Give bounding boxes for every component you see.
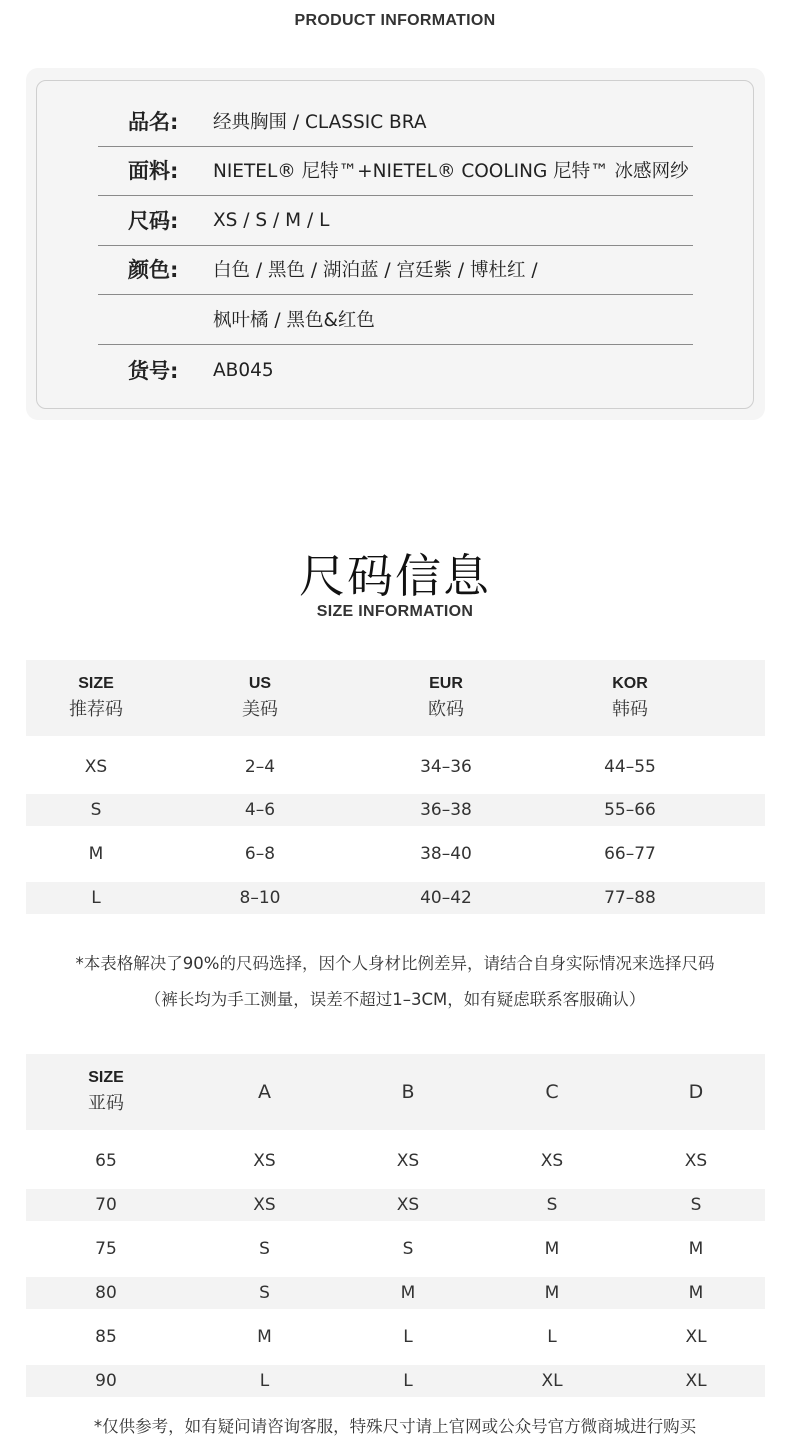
table-cell: XL: [685, 1327, 707, 1347]
table-cell: L: [403, 1327, 413, 1347]
header-zh: 亚码: [88, 1093, 124, 1114]
info-label: 颜色:: [128, 258, 179, 282]
table-cell: 2–4: [244, 757, 276, 777]
table-cell: 36–38: [420, 800, 472, 820]
info-label: 尺码:: [128, 209, 179, 233]
table-cell: S: [259, 1239, 270, 1259]
table-cell: 6–8: [244, 844, 276, 864]
table-cell: M: [688, 1239, 704, 1259]
product-info-title: PRODUCT INFORMATION: [294, 12, 496, 29]
info-value: NIETEL® 尼特™+NIETEL® COOLING 尼特™ 冰感网纱: [213, 161, 689, 182]
table-cell: L: [403, 1371, 413, 1391]
header-zh: 欧码: [428, 699, 464, 720]
table-cell: 40–42: [420, 888, 472, 908]
table-row: [26, 1233, 765, 1265]
table-cell: XS: [396, 1151, 420, 1171]
info-row-color-cont: [98, 294, 693, 345]
table-cell: XS: [84, 757, 108, 777]
table-cell: 44–55: [604, 757, 656, 777]
table-cell: XL: [541, 1371, 563, 1391]
info-value: 经典胸围 / CLASSIC BRA: [213, 112, 427, 133]
header-cell: [343, 1054, 473, 1130]
header-cell: [26, 1054, 186, 1130]
size-table: [26, 660, 765, 916]
table-cell: 34–36: [420, 757, 472, 777]
table-cell: S: [402, 1239, 414, 1259]
table-cell: S: [690, 1195, 702, 1215]
header-en: SIZE: [88, 1069, 124, 1086]
info-row-color: [98, 244, 693, 295]
size-section-subtitle: SIZE INFORMATION: [316, 603, 474, 620]
footer-note: *仅供参考，如有疑问请咨询客服，特殊尺寸请上官网或公众号官方微商城进行购买: [93, 1417, 697, 1436]
header-label: B: [401, 1081, 415, 1103]
header-en: EUR: [429, 675, 463, 692]
header-label: D: [688, 1081, 704, 1103]
table-cell: XS: [253, 1195, 276, 1215]
table-cell: S: [259, 1283, 270, 1303]
table-cell: XL: [685, 1371, 707, 1391]
header-cell: [631, 1054, 761, 1130]
info-label: 面料:: [128, 159, 179, 183]
table-cell: 70: [95, 1195, 117, 1215]
table-cell: M: [544, 1239, 560, 1259]
table-cell: M: [688, 1283, 704, 1303]
header-en: KOR: [612, 675, 648, 692]
table-row: [26, 751, 765, 783]
table-cell: 85: [95, 1327, 117, 1347]
info-value: 白色 / 黑色 / 湖泊蓝 / 宫廷紫 / 博杜红 /: [213, 260, 538, 281]
table-cell: 77–88: [604, 888, 656, 908]
header-cell: [166, 660, 354, 736]
table-cell: L: [547, 1327, 557, 1347]
table-cell: XS: [253, 1151, 276, 1171]
info-value: XS / S / M / L: [213, 209, 330, 231]
info-row-name: [98, 96, 693, 147]
header-cell: [354, 660, 538, 736]
header-label: C: [545, 1081, 559, 1103]
table-row: [26, 1365, 765, 1397]
table-cell: 8–10: [239, 888, 281, 908]
table-row: [26, 882, 765, 914]
info-value: 枫叶橘 / 黑色&红色: [213, 310, 375, 331]
info-row-size: [98, 195, 693, 246]
table-cell: S: [90, 800, 102, 820]
table-row: [26, 1189, 765, 1221]
header-en: US: [248, 675, 272, 692]
table-cell: M: [257, 1327, 272, 1347]
size-section-title: 尺码信息: [299, 549, 491, 603]
info-row-sku: [98, 345, 693, 395]
asia-size-table: [26, 1054, 765, 1398]
header-zh: 韩码: [612, 699, 648, 720]
table-row: [26, 794, 765, 826]
header-zh: 美码: [242, 699, 278, 720]
info-row-fabric: [98, 145, 693, 196]
header-cell: [538, 660, 722, 736]
table-cell: 65: [95, 1151, 117, 1171]
info-label: 货号:: [128, 359, 179, 383]
table-cell: L: [91, 888, 101, 908]
header-cell: [26, 660, 166, 736]
table-row: [26, 1321, 765, 1353]
table-cell: M: [544, 1283, 560, 1303]
table-cell: 55–66: [604, 800, 656, 820]
header-zh: 推荐码: [69, 699, 123, 720]
size-note-line2: （裤长均为手工测量，误差不超过1–3CM，如有疑虑联系客服确认）: [144, 990, 646, 1009]
asia-table-header: [26, 1054, 765, 1130]
table-cell: M: [88, 844, 104, 864]
header-en: SIZE: [78, 675, 114, 692]
table-cell: XS: [396, 1195, 420, 1215]
table-cell: 80: [95, 1283, 117, 1303]
header-cell: [473, 1054, 631, 1130]
table-row: [26, 1277, 765, 1309]
table-cell: 75: [95, 1239, 117, 1259]
table-cell: M: [400, 1283, 416, 1303]
table-cell: XS: [684, 1151, 708, 1171]
size-note-line1: *本表格解决了90%的尺码选择，因个人身材比例差异，请结合自身实际情况来选择尺码: [75, 954, 715, 973]
table-row: [26, 1145, 765, 1177]
table-cell: XS: [540, 1151, 564, 1171]
info-value: AB045: [213, 359, 274, 381]
table-cell: L: [259, 1371, 270, 1391]
table-row: [26, 838, 765, 870]
info-label: 品名:: [128, 110, 179, 134]
table-cell: 90: [95, 1371, 117, 1391]
table-cell: 4–6: [244, 800, 276, 820]
header-label: A: [258, 1081, 271, 1103]
table-cell: 66–77: [604, 844, 656, 864]
header-cell: [186, 1054, 343, 1130]
table-cell: 38–40: [420, 844, 472, 864]
size-table-header: [26, 660, 765, 736]
table-cell: S: [546, 1195, 558, 1215]
